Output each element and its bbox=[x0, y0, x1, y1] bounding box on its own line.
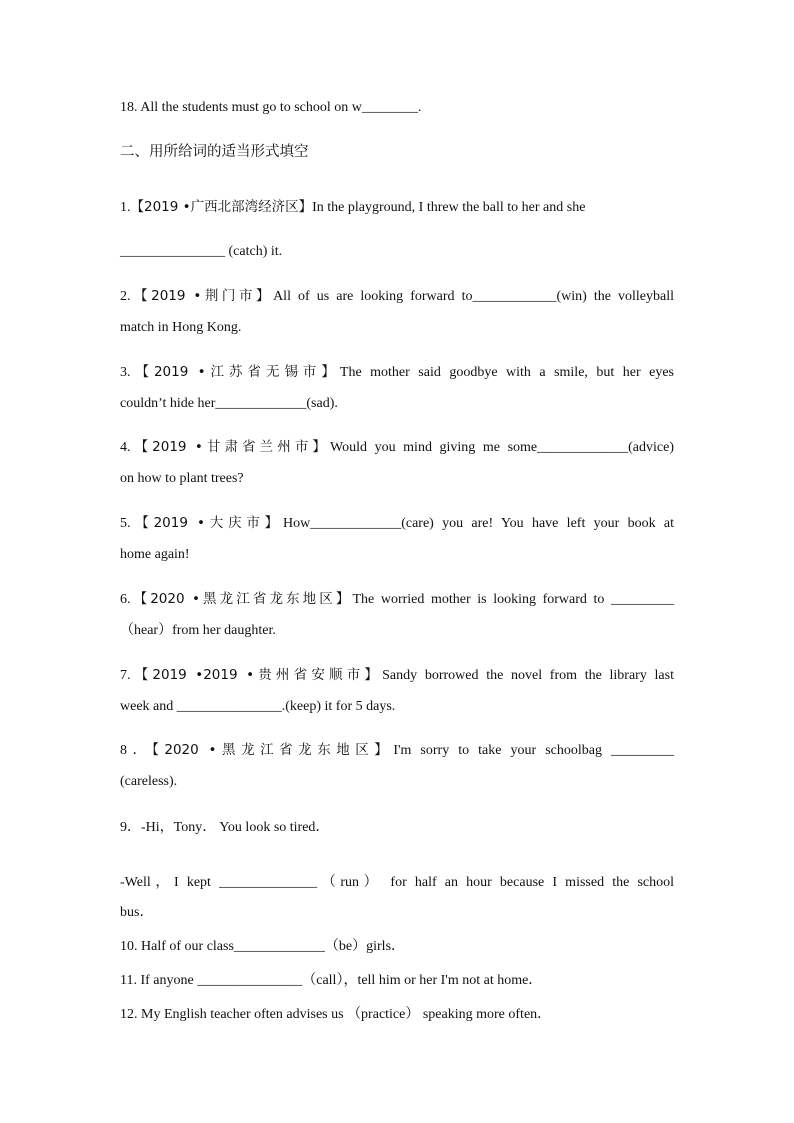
question-6-line-2: （hear）from her daughter. bbox=[120, 623, 276, 638]
question-7-line-1 bbox=[120, 666, 674, 685]
question-7-line-2: week and _______________.(keep) it for 5 days. bbox=[120, 699, 396, 714]
question-4-line-2: on how to plant trees? bbox=[120, 471, 244, 486]
source-tag: 【2019 •甘肃省兰州市】 bbox=[130, 439, 331, 455]
question-number: 1. bbox=[120, 200, 131, 215]
question-3-line-2: couldn’t hide her_____________(sad). bbox=[120, 396, 338, 411]
question-5-line-1 bbox=[120, 514, 674, 533]
question-2-line-2: match in Hong Kong. bbox=[120, 320, 242, 335]
question-1-line-1 bbox=[120, 198, 674, 217]
question-text: The worried mother is looking forward to _________ bbox=[352, 592, 674, 607]
question-9-line-1: 9．-Hi，Tony． You look so tired． bbox=[120, 820, 330, 835]
question-6-line-1 bbox=[120, 590, 674, 609]
question-text: How_____________(care) you are! You have left your book at bbox=[282, 516, 674, 531]
source-tag: 【2019 •江苏省无锡市】 bbox=[130, 364, 340, 380]
question-11: 11. If anyone _______________（call），tell him or her I'm not at home． bbox=[120, 973, 543, 988]
question-text: Sandy borrowed the novel from the library last bbox=[382, 668, 674, 683]
question-4-line-1 bbox=[120, 438, 674, 457]
question-text: I'm sorry to take your schoolbag _________ bbox=[393, 743, 675, 758]
question-text: The mother said goodbye with a smile, but her eyes bbox=[339, 365, 674, 380]
question-number: 7. bbox=[120, 668, 131, 683]
question-9-line-2: -Well，I kept ______________（run） for half an hour because I missed the school bbox=[120, 875, 674, 890]
question-8-line-1 bbox=[120, 741, 674, 760]
question-18: 18. All the students must go to school on w________. bbox=[120, 100, 422, 115]
question-9-line-3: bus． bbox=[120, 905, 154, 920]
question-text: Would you mind giving me some_____________(advice) bbox=[330, 440, 674, 455]
question-2-line-1 bbox=[120, 287, 674, 306]
source-tag: 【2020 •黑龙江省龙东地区】 bbox=[130, 591, 353, 607]
question-number: 4. bbox=[120, 440, 131, 455]
question-5-line-2: home again! bbox=[120, 547, 190, 562]
question-number: 5. bbox=[120, 516, 131, 531]
question-1-line-2: _______________ (catch) it. bbox=[120, 244, 283, 259]
source-tag: 【2019 •广西北部湾经济区】 bbox=[130, 199, 313, 215]
question-text: All of us are looking forward to____________(win) the volleyball bbox=[273, 289, 674, 304]
question-10: 10. Half of our class_____________（be）girls． bbox=[120, 939, 406, 954]
section-title: 二、用所给词的适当形式填空 bbox=[120, 144, 309, 160]
question-3-line-1 bbox=[120, 363, 674, 382]
question-number: 8． bbox=[120, 743, 153, 758]
question-number: 6. bbox=[120, 592, 131, 607]
question-number: 2. bbox=[120, 289, 131, 304]
question-12: 12. My English teacher often advises us （practice） speaking more often． bbox=[120, 1007, 552, 1022]
question-number: 3. bbox=[120, 365, 131, 380]
question-8-line-2: (careless). bbox=[120, 774, 178, 789]
source-tag: 【2019 •荆门市】 bbox=[130, 288, 274, 304]
source-tag: 【2020 •黑龙江省龙东地区】 bbox=[152, 742, 394, 758]
source-tag: 【2019 •2019 •贵州省安顺市】 bbox=[130, 667, 383, 683]
source-tag: 【2019 •大庆市】 bbox=[130, 515, 283, 531]
question-text: In the playground, I threw the ball to her and she bbox=[312, 200, 586, 215]
